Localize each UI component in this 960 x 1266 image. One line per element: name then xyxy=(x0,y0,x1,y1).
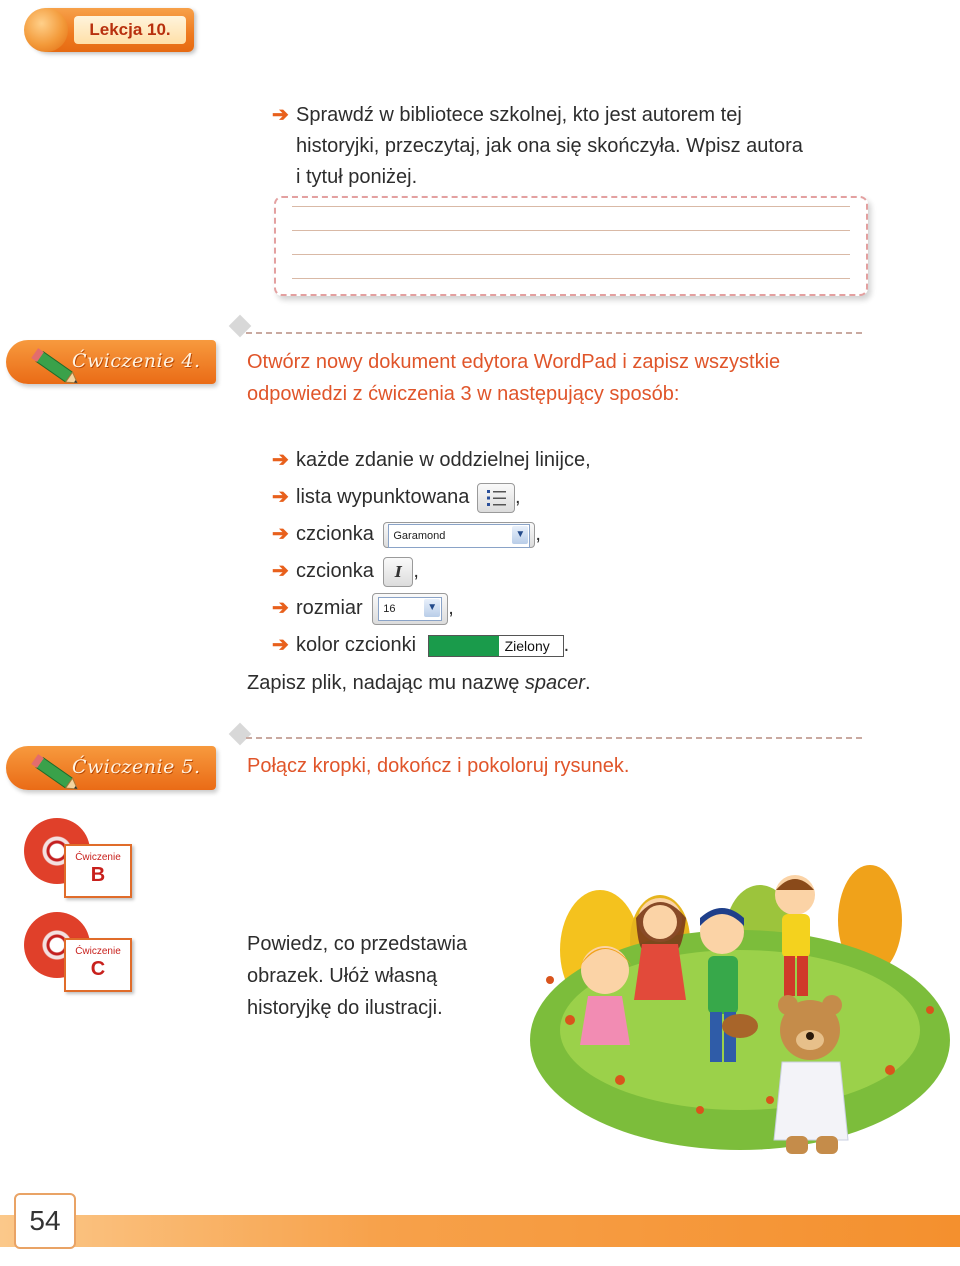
font-name-value: Garamond xyxy=(393,529,446,542)
exercise-5-tab xyxy=(0,736,210,796)
badge-card xyxy=(64,844,132,898)
list-item xyxy=(272,442,772,479)
answer-writing-box[interactable] xyxy=(274,196,868,296)
arrow-icon: ➔ xyxy=(272,523,289,545)
item-text: każde zdanie w oddzielnej linijce, xyxy=(296,449,591,471)
chevron-down-icon: ▼ xyxy=(512,526,528,544)
font-size-frame xyxy=(372,593,448,625)
writing-line xyxy=(292,206,850,207)
badge-letter: B xyxy=(90,864,106,886)
divider-dashed xyxy=(246,737,862,739)
prompt-line-1: Powiedz, co przedstawia xyxy=(247,933,468,955)
badge-title: Ćwiczenie xyxy=(75,946,121,957)
writing-line xyxy=(292,254,850,255)
font-size-select[interactable] xyxy=(378,597,442,621)
font-color-select[interactable] xyxy=(428,635,564,657)
intro-paragraph xyxy=(272,100,872,193)
font-select-frame xyxy=(383,522,535,548)
basket xyxy=(722,1014,758,1038)
arrow-icon: ➔ xyxy=(272,104,289,126)
list-item: ➔ lista wypunktowana , xyxy=(272,479,772,516)
save-end: . xyxy=(584,672,591,694)
save-text: Zapisz plik, nadając mu nazwę xyxy=(247,672,525,694)
bear-figure xyxy=(774,995,848,1154)
intro-line xyxy=(272,131,872,162)
item-text: czcionka xyxy=(296,560,374,582)
arrow-icon: ➔ xyxy=(272,560,289,582)
tab-corner xyxy=(229,723,252,746)
bullet-list-icon xyxy=(478,484,514,512)
lesson-tab-circle xyxy=(24,8,68,52)
color-name: Zielony xyxy=(504,637,550,654)
badge-card xyxy=(64,938,132,992)
page-number: 54 xyxy=(14,1193,76,1249)
exercise-c-badge[interactable] xyxy=(24,912,134,992)
arrow-icon: ➔ xyxy=(272,486,289,508)
item-text: lista wypunktowana xyxy=(296,486,470,508)
chevron-down-icon: ▼ xyxy=(424,599,440,617)
writing-line xyxy=(292,278,850,279)
font-size-value: 16 xyxy=(383,602,396,615)
save-instruction xyxy=(247,672,591,695)
arrow-icon: ➔ xyxy=(272,634,289,656)
exercise-4-instruction xyxy=(247,346,887,410)
italic-button[interactable]: I xyxy=(383,557,413,587)
exercise-b-badge[interactable] xyxy=(24,818,134,898)
formatting-list xyxy=(272,442,772,664)
children-autumn-illustration xyxy=(510,840,950,1170)
list-item: ➔ kolor czcionki Zielony . xyxy=(272,627,772,664)
list-item: ➔ czcionka I , xyxy=(272,553,772,590)
list-item: ➔ rozmiar 16 ▼ , xyxy=(272,590,772,627)
prompt-line-3: historyjkę do ilustracji. xyxy=(247,997,443,1019)
badge-letter: C xyxy=(90,958,106,980)
writing-line xyxy=(292,230,850,231)
intro-text-1: Sprawdź w bibliotece szkolnej, kto jest autorem tej xyxy=(296,104,742,126)
list-item: ➔ czcionka Garamond ▼ , xyxy=(272,516,772,553)
lesson-tab xyxy=(26,8,194,52)
divider-dashed xyxy=(246,332,862,334)
footer-bar xyxy=(0,1215,960,1247)
girl-figure xyxy=(634,898,686,1000)
exercise-4-label: Ćwiczenie 4. xyxy=(72,350,201,372)
item-text: rozmiar xyxy=(296,597,363,619)
font-name-select[interactable] xyxy=(388,524,530,548)
exercise-5-label: Ćwiczenie 5. xyxy=(72,756,201,778)
color-swatch xyxy=(429,636,499,656)
intro-line xyxy=(272,100,872,131)
lesson-title: Lekcja 10. xyxy=(74,16,186,44)
prompt-paragraph xyxy=(247,928,467,1024)
intro-text-2: historyjki, przeczytaj, jak ona się skończyła. Wpisz autora xyxy=(296,135,803,157)
arrow-icon: ➔ xyxy=(272,597,289,619)
item-text: czcionka xyxy=(296,523,374,545)
save-filename: spacer xyxy=(524,672,585,694)
exercise-5-instruction: Połącz kropki, dokończ i pokoloruj rysunek. xyxy=(247,755,630,777)
intro-line xyxy=(272,162,872,193)
badge-title: Ćwiczenie xyxy=(75,852,121,863)
prompt-line-2: obrazek. Ułóż własną xyxy=(247,965,438,987)
intro-text-3: i tytuł poniżej. xyxy=(296,166,418,188)
arrow-icon: ➔ xyxy=(272,449,289,471)
exercise-4-tab xyxy=(0,330,210,390)
instruction-line-1: Otwórz nowy dokument edytora WordPad i zapisz wszystkie xyxy=(247,351,781,373)
instruction-line-2: odpowiedzi z ćwiczenia 3 w następujący sposób: xyxy=(247,383,680,405)
item-text: kolor czcionki xyxy=(296,634,417,656)
bullet-list-button[interactable] xyxy=(477,483,515,513)
